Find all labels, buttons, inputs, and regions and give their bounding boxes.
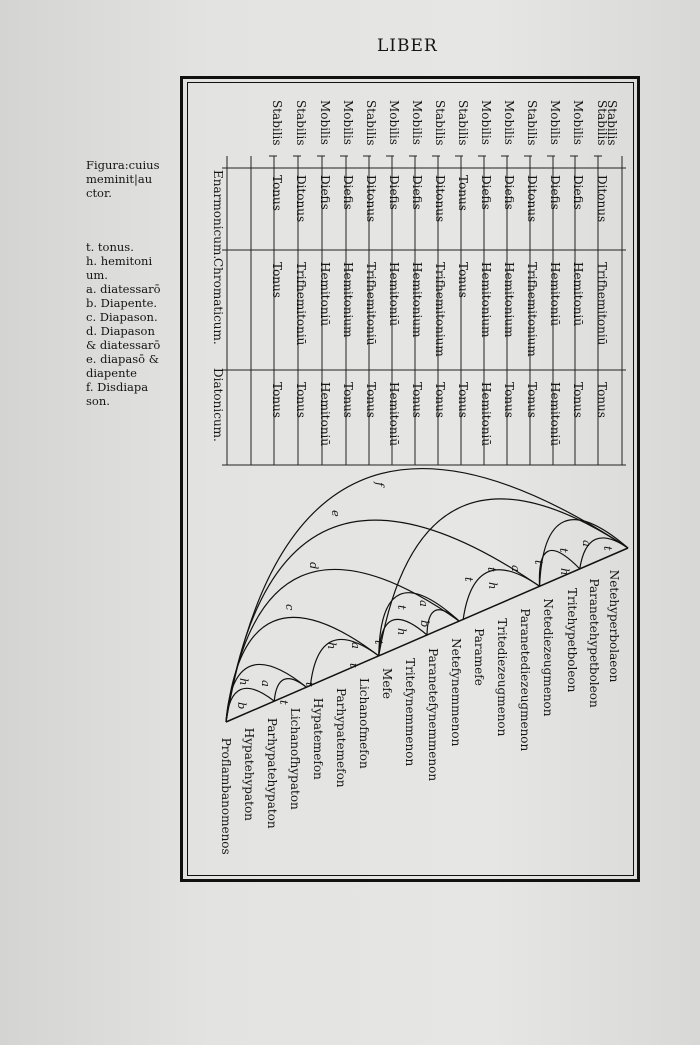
diatonic-cell: Tonus <box>433 382 447 418</box>
chromatic-cell: Hemitoniū <box>318 262 332 327</box>
legend-line: e. diapasō & <box>86 352 159 366</box>
note-name: Parhypatehypaton <box>265 717 279 829</box>
enarmonic-cell: Diefis <box>410 175 424 210</box>
arc-letter: t <box>532 560 546 565</box>
chromatic-cell: Hemitoniū <box>387 262 401 327</box>
enarmonic-cell: Tonus <box>270 175 284 211</box>
chromatic-cell: Hemitonium <box>502 262 516 338</box>
note-name: Mefe <box>380 668 394 699</box>
arc-letter: a <box>259 680 273 687</box>
genus-label: Diatonicum. <box>211 368 225 442</box>
status-label: Mobilis <box>479 100 493 145</box>
legend-line: b. Diapente. <box>86 296 158 310</box>
enarmonic-cell: Ditonus <box>433 175 447 223</box>
note-name: Parhypatemefon <box>334 687 348 788</box>
status-label: Stabilis <box>456 100 470 146</box>
legend-line: diapente <box>86 366 137 380</box>
genus-label: Chromaticum. <box>211 258 225 345</box>
note-name: Netefynemmenon <box>449 638 463 747</box>
arc-letter: t <box>462 577 476 582</box>
diatonic-cell: Hemitoniū <box>387 382 401 447</box>
caption-line: meminit|au <box>86 172 153 186</box>
arc-letter: t <box>601 546 615 551</box>
enarmonic-cell: Diefis <box>341 175 355 210</box>
enarmonic-cell: Ditonus <box>595 175 609 223</box>
status-label: Mobilis <box>387 100 401 145</box>
diatonic-cell: Tonus <box>571 382 585 418</box>
chromatic-cell: Hemitoniū <box>571 262 585 327</box>
arc-letter: t <box>277 700 291 705</box>
status-label: Mobilis <box>571 100 585 145</box>
running-head: LIBER <box>377 36 438 56</box>
status-label: Stabilis <box>433 100 447 146</box>
chromatic-cell: Trifhemitonium <box>433 262 447 357</box>
status-label: Mobilis <box>341 100 355 145</box>
arc-letter: e <box>329 510 343 517</box>
note-name: Netediezeugmenon <box>541 598 555 717</box>
enarmonic-cell: Ditonus <box>294 175 308 223</box>
arc-letter: h <box>558 568 572 576</box>
arc-letter: h <box>395 628 409 636</box>
note-name: Tritefynemmenon <box>403 658 417 767</box>
status-label: Stabilis <box>595 100 609 146</box>
status-label: Mobilis <box>548 100 562 145</box>
note-name: Paranetediezeugmenon <box>518 608 532 752</box>
chromatic-cell: Hemitonium <box>341 262 355 338</box>
note-name: Tritediezeugmenon <box>495 618 509 737</box>
caption-line: Figura:cuius <box>86 158 160 172</box>
genus-label: Enarmonicum. <box>211 170 225 260</box>
status-label: Stabilis <box>525 100 539 146</box>
legend-line: a. diatessarō <box>86 282 161 296</box>
legend-line: son. <box>86 394 110 408</box>
arc-letter: t <box>372 640 386 645</box>
status-label: Stabilis <box>270 100 284 146</box>
diatonic-cell: Tonus <box>410 382 424 418</box>
note-name: Paranetefynemmenon <box>426 648 440 782</box>
arc-letter: h <box>325 642 339 650</box>
chromatic-cell: Hemitoniū <box>548 262 562 327</box>
enarmonic-cell: Diefis <box>571 175 585 210</box>
status-label: Stabilis <box>364 100 378 146</box>
enarmonic-cell: Diefis <box>479 175 493 210</box>
note-name: Proflambanomenos <box>219 737 233 855</box>
status-label: Mobilis <box>318 100 332 145</box>
diatonic-cell: Tonus <box>525 382 539 418</box>
enarmonic-cell: Diefis <box>387 175 401 210</box>
arc-letter: h <box>237 678 251 686</box>
diatonic-cell: Tonus <box>595 382 609 418</box>
chromatic-cell: Trifhemitoniū <box>294 262 308 346</box>
enarmonic-cell: Diefis <box>548 175 562 210</box>
chromatic-cell: Trifhemitonium <box>525 262 539 357</box>
diatonic-cell: Tonus <box>456 382 470 418</box>
status-label: Stabilis <box>605 100 619 146</box>
diatonic-cell: Tonus <box>294 382 308 418</box>
legend-line: & diatessarō <box>86 338 161 352</box>
status-label: Mobilis <box>410 100 424 145</box>
diatonic-cell: Hemitoniū <box>548 382 562 447</box>
enarmonic-cell: Ditonus <box>525 175 539 223</box>
diatonic-cell: Tonus <box>364 382 378 418</box>
arc-letter: a <box>580 540 594 547</box>
note-name: Lichanofhypaton <box>288 707 302 810</box>
caption-line: ctor. <box>86 186 112 200</box>
legend-line: d. Diapason <box>86 324 155 338</box>
note-name: Paramefe <box>472 628 486 686</box>
arc-letter: t <box>485 567 499 572</box>
arc-letter: t <box>347 663 361 668</box>
diatonic-cell: Tonus <box>502 382 516 418</box>
arc-letter: t <box>395 605 409 610</box>
arc-letter: c <box>283 604 297 611</box>
legend-line: t. tonus. <box>86 240 134 254</box>
chromatic-cell: Trifhemitoniū <box>595 262 609 346</box>
enarmonic-cell: Tonus <box>456 175 470 211</box>
note-name: Hypatehypaton <box>242 727 256 821</box>
note-name: Lichanofmefon <box>357 678 371 769</box>
arc-letter: a <box>509 565 523 572</box>
diatonic-cell: Tonus <box>270 382 284 418</box>
enarmonic-cell: Diefis <box>502 175 516 210</box>
arc-letter: t <box>303 682 317 687</box>
note-name: Netehyperbolaeon <box>607 569 621 683</box>
arc-letter: a <box>349 642 363 649</box>
note-name: Paranetehypetboleon <box>587 578 601 708</box>
enarmonic-cell: Diefis <box>318 175 332 210</box>
arc-letter: b <box>235 702 249 710</box>
legend-line: f. Disdiapa <box>86 380 149 394</box>
arc-letter: t <box>557 548 571 553</box>
chromatic-cell: Tonus <box>270 262 284 298</box>
diatonic-cell: Hemitoniū <box>318 382 332 447</box>
arc-letter: h <box>486 582 500 590</box>
legend-line: um. <box>86 268 108 282</box>
legend-line: h. hemitoni <box>86 254 153 268</box>
arc-letter: b <box>418 620 432 628</box>
note-name: Hypatemefon <box>311 697 325 780</box>
chromatic-cell: Tonus <box>456 262 470 298</box>
chromatic-cell: Trifhemitoniū <box>364 262 378 346</box>
arc-letter: d <box>307 562 321 570</box>
arc-letter: a <box>417 600 431 607</box>
legend-line: c. Diapason. <box>86 310 158 324</box>
status-label: Mobilis <box>502 100 516 145</box>
diatonic-cell: Hemitoniū <box>479 382 493 447</box>
chromatic-cell: Hemitonium <box>479 262 493 338</box>
note-name: Tritehypetboleon <box>565 587 579 693</box>
arc-letter: f <box>373 482 387 487</box>
status-label: Stabilis <box>294 100 308 146</box>
diatonic-cell: Tonus <box>341 382 355 418</box>
enarmonic-cell: Ditonus <box>364 175 378 223</box>
chromatic-cell: Hemitonium <box>410 262 424 338</box>
